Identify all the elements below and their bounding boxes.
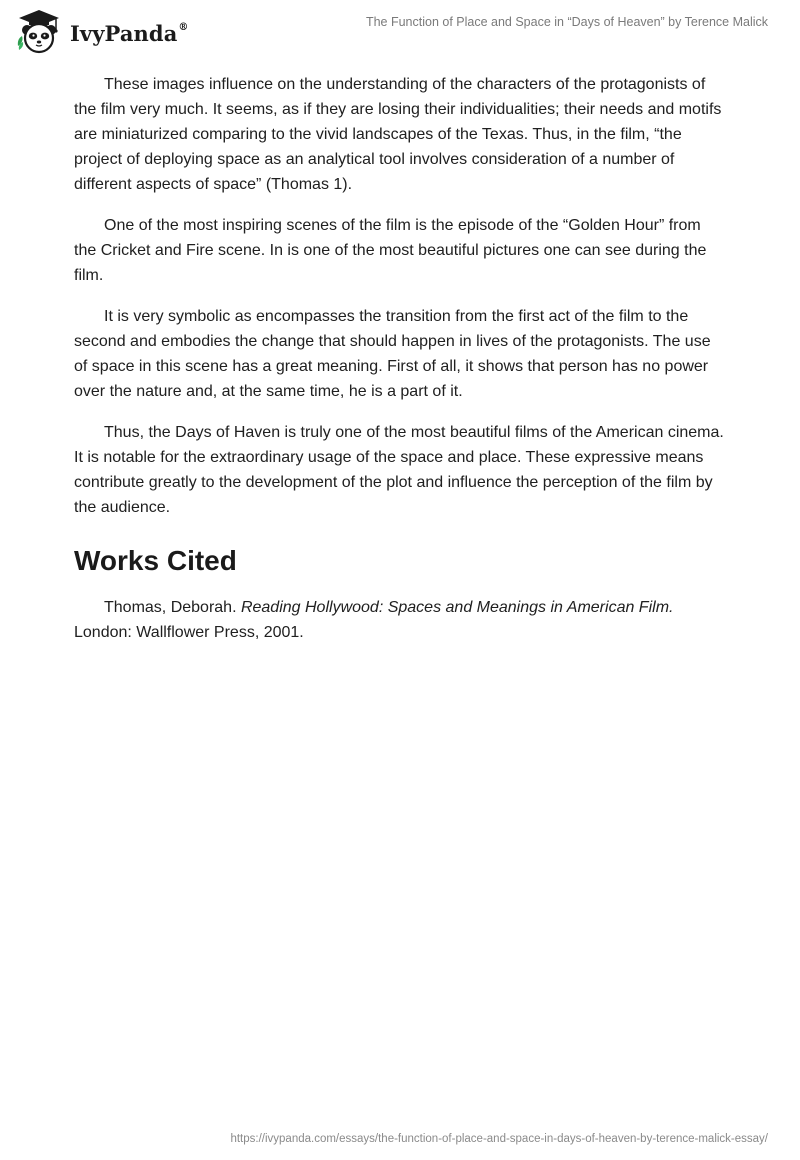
body-paragraph: One of the most inspiring scenes of the film is the episode of the “Golden Hour” from the Cricket and Fire scene. In is one of the most beautiful pictures one can see during the film. xyxy=(74,217,707,284)
citation-publisher: London: Wallflower Press, 2001. xyxy=(74,624,304,641)
ivypanda-logo[interactable] xyxy=(14,6,189,56)
works-cited-heading: Works Cited xyxy=(74,545,237,576)
source-url[interactable]: https://ivypanda.com/essays/the-function-of-place-and-space-in-days-of-heaven-by-terence-malick-essay/ xyxy=(230,1133,768,1145)
registered-mark: ® xyxy=(178,21,189,33)
body-paragraph: Thus, the Days of Haven is truly one of the most beautiful films of the American cinema. It is notable for the extraordinary usage of the space and place. These expressive means contribute greatly to the development of the plot and influence the perception of the film by the audience. xyxy=(74,424,724,516)
panda-graduate-icon xyxy=(14,6,64,56)
document-title: The Function of Place and Space in “Days of Heaven” by Terence Malick xyxy=(365,15,768,29)
essay-content xyxy=(74,72,726,645)
page-header xyxy=(0,0,800,70)
body-paragraph: These images influence on the understanding of the characters of the protagonists of the film very much. It seems, as if they are losing their individualities; their needs and motifs are miniaturized comparing to the vivid landscapes of the Texas. Thus, in the film, “the project of deploying space as an analytical tool involves consideration of a number of different aspects of space” (Thomas 1). xyxy=(74,76,722,193)
body-paragraph: It is very symbolic as encompasses the transition from the first act of the film to the second and embodies the change that should happen in lives of the protagonists. The use of space in this scene has a great meaning. First of all, it shows that person has no power over the nature and, at the same time, he is a part of it. xyxy=(74,308,711,400)
brand-name: IvyPanda® xyxy=(70,20,189,46)
citation-author: Thomas, Deborah. xyxy=(104,599,241,616)
citation-entry xyxy=(74,595,726,645)
citation-title: Reading Hollywood: Spaces and Meanings in American Film. xyxy=(240,599,674,616)
